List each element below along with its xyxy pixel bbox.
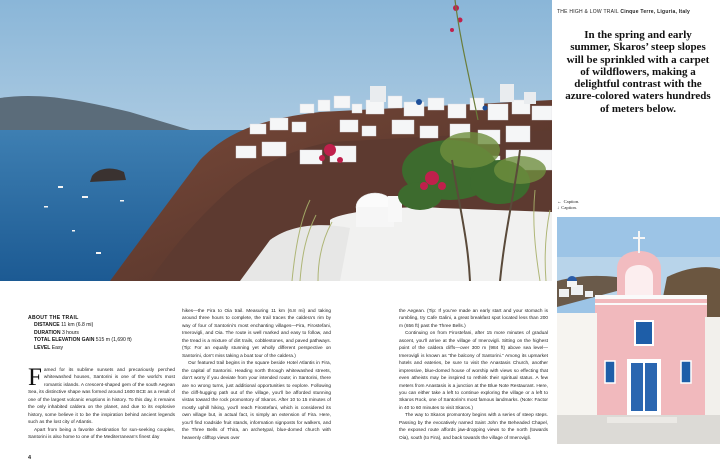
arrow-down-icon: ↓ [557,205,560,210]
caption-down: ↓ Caption. [557,205,577,210]
trail-info-row: TOTAL ELEVATION GAIN 515 m (1,690 ft) [34,337,132,344]
body-paragraph: Apart from being a favorite destination for sun-seeking couples, Santorini is also home to one of the Mediterranean’s finest day [28,427,175,441]
body-paragraph: Continuing on from Firostefani, after 15 more minutes of gradual ascent, you’ll arrive at the village of Imerovigli. Sitting on the highest point of the caldera cliffs—over 300 m (984 ft) above sea level—Imerovigli is known as “the balcony of Santorini.” Among its upmarket hotels and eateries, be sure to visit the Anastasis Church, another impressive, blue-domed house of worship with views so effecting that even atheists may be inspired to rethink their spiritual status. A few meters from Anastasis is a junction at the Blue Note Restaurant. Here, you can either take a left to continue exploring the village or a left to Skaros Rock, one of Santorini’s most famous landmarks. (Note: Factor in 40 to 60 minutes to visit Skaros.) [399,331,548,411]
body-column-2 [182,308,331,442]
trail-info-row: DURATION 3 hours [34,329,79,336]
body-paragraph: the Aegean. (Tip: If you’ve made an early start and your stomach is rumbling, try Cafe Galini, a great breakfast spot located less than 200 m (656 ft) past the Three Bells.) [399,309,548,329]
trail-info-row: DISTANCE 11 km (6.8 mi) [34,322,94,329]
running-head [557,9,717,15]
body-paragraph: Our featured trail begins in the square beside Hotel Atlantis in Fira, the capital of Santorini. Heading north through whitewashed streets, don’t worry if you deviate from your intended route; in Santorini, there are no wrong turns, just additional opportunities to explore. Following the cliff-hugging path out of the village, you’ll be afforded stunning vistas toward the rock promontory of Skaros. After 10 to 15 minutes of mostly uphill hiking, you’ll reach Firostefani, which is considered its own village but, in actual fact, is simply an extension of Fira. Here, you’ll find roadside fruit stands, information signposts for walkers, and the Three Bells of Thira, an archetypal, blue-domed church with heavenly clifftop views over [182,361,331,441]
page-number: 4 [28,455,32,461]
body-paragraph: hikes—the Fira to Oia trail. Measuring 11 km (6.8 mi) and taking around three hours to complete, the trail traces the caldera’s rim by way of four of Santorini’s most enchanting villages—Fira, Firostefani, Imerovigli, and Oia. The route is well marked and easy to follow, and the tread is a mixture of dirt trails, cobblestones, and paved pathways. (Tip: For an equally stunning yet wholly different perspective on Santorini, don’t miss taking a boat tour of the caldera.) [182,309,331,359]
body-column-1 [28,364,175,442]
drop-cap: F [28,364,42,391]
trail-info [28,315,176,352]
running-head-place: Cinque Terre, Liguria, Italy [620,9,691,15]
pull-quote: In the spring and early summer, Skaros’ steep slopes will be sprinkled with a carpet of wildflowers, making a delightful contrast with the azure-colored waters hundreds of meters below. [565,29,711,115]
body-column-3 [399,308,548,442]
trail-info-heading: ABOUT THE TRAIL [28,315,79,321]
arrow-left-icon: ← [557,199,562,204]
hero-photo-santorini-caldera [0,0,552,281]
side-photo-pink-chapel [557,217,720,444]
photo-captions [557,199,579,211]
trail-info-row: LEVEL Easy [34,344,64,351]
caption-left: ← Caption. [557,199,580,204]
running-head-section: THE HIGH & LOW TRAIL [557,9,619,15]
body-paragraph: The way to Skaros promontory begins with a series of steep steps. Passing by the evocatively named Saint John the Beheaded Chapel, the exposed route affords jaw-dropping views to the north (towards Oia), south (to Fira), and back towards the village of Imerovigli. [399,413,548,441]
body-paragraph: Famed for its sublime sunsets and precariously perched whitewashed houses, Santorini is one of the world’s most romantic islands. A crescent-shaped gem of the south Aegean Sea, its distinctive shape was formed around 1600 BCE as a result of one of the largest volcanic eruptions in history. To this day, it remains the only inhabited caldera on the planet, and due to its explosive history, some believe it to be the inspiration behind ancient legends such as the lost city of Atlantis. [28,364,175,426]
